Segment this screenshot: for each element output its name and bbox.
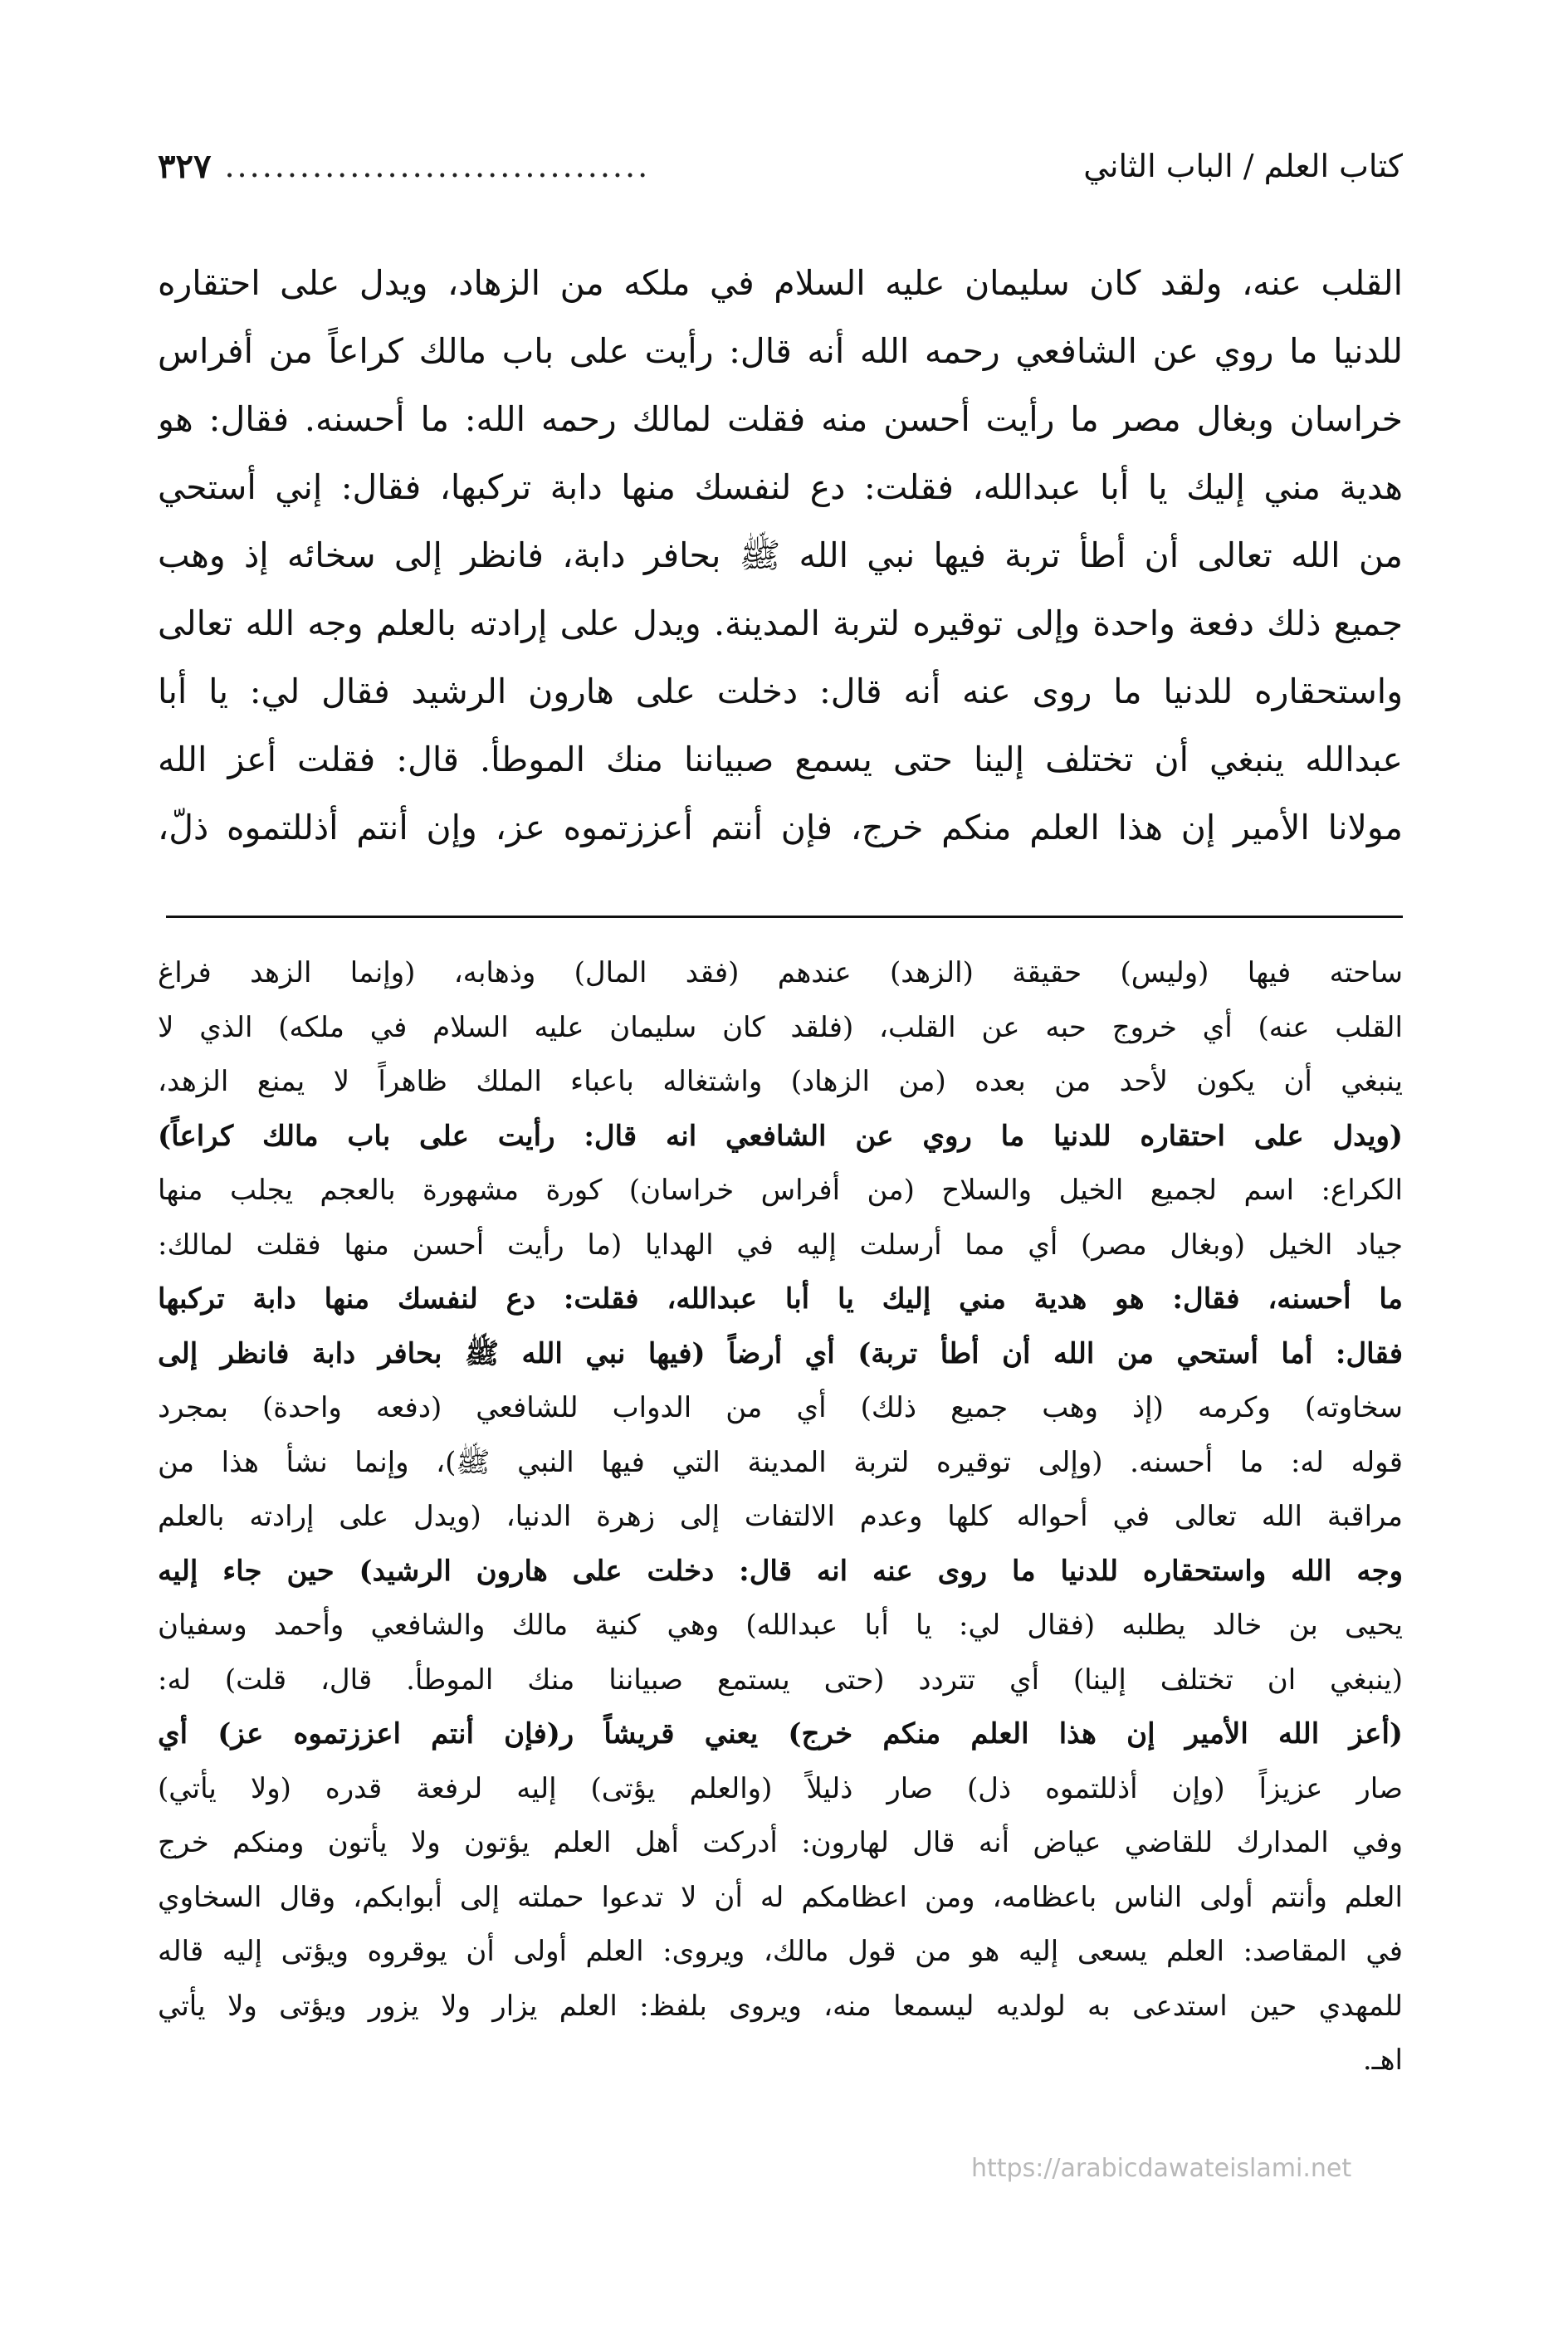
commentary-line: (ينبغي ان تختلف إلينا) أي تتردد (حتى يستمع صبياننا منك الموطأ. قال، قلت) له:	[158, 1663, 1403, 1697]
commentary-line: مراقبة الله تعالى في أحواله كلها وعدم الالتفات إلى زهرة الدنيا، (ويدل على إرادته بالعلم	[158, 1500, 1403, 1533]
commentary-line: وجه الله واستحقاره للدنيا ما روى عنه انه قال: دخلت على هارون الرشيد) حين جاء إليه	[158, 1554, 1403, 1588]
main-text-line: هدية مني إليك يا أبا عبدالله، فقلت: دع لنفسك منها دابة تركبها، فقال: إني أستحي	[158, 467, 1403, 507]
commentary-line: العلم وأنتم أولى الناس باعظامه، ومن اعظامكم له أن لا تدعوا حملته إلى أبوابكم، وقال السخاوي	[158, 1880, 1403, 1914]
commentary-line: للمهدي حين استدعى به لولديه ليسمعا منه، ويروى بلفظ: العلم يزار ولا يزور ويؤتى ولا يأتي	[158, 1989, 1403, 2023]
commentary-line: ساحته فيها (وليس) حقيقة (الزهد) عندهم (فقد المال) وذهابه، (وإنما الزهد فراغ	[158, 956, 1403, 989]
commentary-line: القلب عنه) أي خروج حبه عن القلب، (فلقد كان سليمان عليه السلام في ملكه) الذي لا	[158, 1010, 1403, 1044]
commentary-line: وفي المدارك للقاضي عياض أنه قال لهارون: أدركت أهل العلم يؤتون ولا يأتون ومنكم خرج	[158, 1826, 1403, 1859]
commentary-line: قوله له: ما أحسنه. (وإلى توقيره لتربة المدينة التي فيها النبي ﷺ)، وإنما نشأ هذا من	[158, 1445, 1403, 1479]
commentary-line: اهـ.	[1362, 2044, 1403, 2077]
running-title: كتاب العلم / الباب الثاني	[1083, 148, 1403, 184]
commentary-line: في المقاصد: العلم يسعى إليه هو من قول مالك، ويروى: العلم أولى أن يوقروه ويؤتى إليه قاله	[158, 1935, 1403, 1968]
commentary-line: ما أحسنه، فقال: هو هدية مني إليك يا أبا عبدالله، فقلت: دع لنفسك منها دابة تركبها	[158, 1282, 1403, 1316]
page-number: ٣٢٧	[158, 146, 212, 186]
main-text-line: مولانا الأمير إن هذا العلم منكم خرج، فإن أنتم أعززتموه عز، وإن أنتم أذللتموه ذلّ،	[158, 808, 1403, 847]
commentary-line: جياد الخيل (وبغال مصر) أي مما أرسلت إليه في الهدايا (ما رأيت أحسن منها فقلت لمالك:	[158, 1228, 1403, 1262]
main-text-line: من الله تعالى أن أطأ تربة فيها نبي الله ﷺ بحافر دابة، فانظر إلى سخائه إذ وهب	[158, 535, 1403, 575]
page-header	[158, 141, 1403, 191]
commentary-block	[158, 946, 1403, 2088]
commentary-line: صار عزيزاً (وإن أذللتموه ذل) صار ذليلاً (والعلم يؤتى) إليه لرفعة قدره (ولا يأتي)	[158, 1771, 1403, 1805]
main-text-block	[158, 249, 1403, 862]
separator-rule	[166, 916, 1403, 918]
header-leader-dots: ..................................	[224, 148, 651, 184]
commentary-line: الكراع: اسم لجميع الخيل والسلاح (من أفراس خراسان) كورة مشهورة بالعجم يجلب منها	[158, 1174, 1403, 1207]
commentary-line: (أعز الله الأمير إن هذا العلم منكم خرج) يعني قريشاً ر(فإن أنتم اعززتموه عز) أي	[158, 1717, 1403, 1751]
main-text-line: للدنيا ما روي عن الشافعي رحمه الله أنه قال: رأيت على باب مالك كراعاً من أفراس	[158, 331, 1403, 371]
main-text-line: واستحقاره للدنيا ما روى عنه أنه قال: دخلت على هارون الرشيد فقال لي: يا أبا	[158, 671, 1403, 711]
main-text-line: خراسان وبغال مصر ما رأيت أحسن منه فقلت لمالك رحمه الله: ما أحسنه. فقال: هو	[158, 399, 1403, 439]
main-text-line: جميع ذلك دفعة واحدة وإلى توقيره لتربة المدينة. ويدل على إرادته بالعلم وجه الله تعالى	[158, 603, 1403, 643]
commentary-line: سخاوته) وكرمه (إذ وهب جميع ذلك) أي من الدواب للشافعي (دفعه واحدة) بمجرد	[158, 1391, 1403, 1424]
source-watermark: https://arabicdawateislami.net	[971, 2154, 1352, 2183]
commentary-line: يحيى بن خالد يطلبه (فقال لي: يا أبا عبدالله) وهي كنية مالك والشافعي وأحمد وسفيان	[158, 1609, 1403, 1642]
commentary-line: (ويدل على احتقاره للدنيا ما روي عن الشافعي انه قال: رأيت على باب مالك كراعاً)	[158, 1119, 1403, 1153]
commentary-line: فقال: أما أستحي من الله أن أطأ تربة) أي أرضاً (فيها نبي الله ﷺ بحافر دابة فانظر إلى	[158, 1336, 1403, 1370]
main-text-line: عبدالله ينبغي أن تختلف إلينا حتى يسمع صبياننا منك الموطأ. قال: فقلت أعز الله	[158, 740, 1403, 779]
commentary-line: ينبغي أن يكون لأحد من بعده (من الزهاد) واشتغاله باعباء الملك ظاهراً لا يمنع الزهد،	[158, 1065, 1403, 1098]
main-text-line: القلب عنه، ولقد كان سليمان عليه السلام في ملكه من الزهاد، ويدل على احتقاره	[158, 263, 1403, 303]
